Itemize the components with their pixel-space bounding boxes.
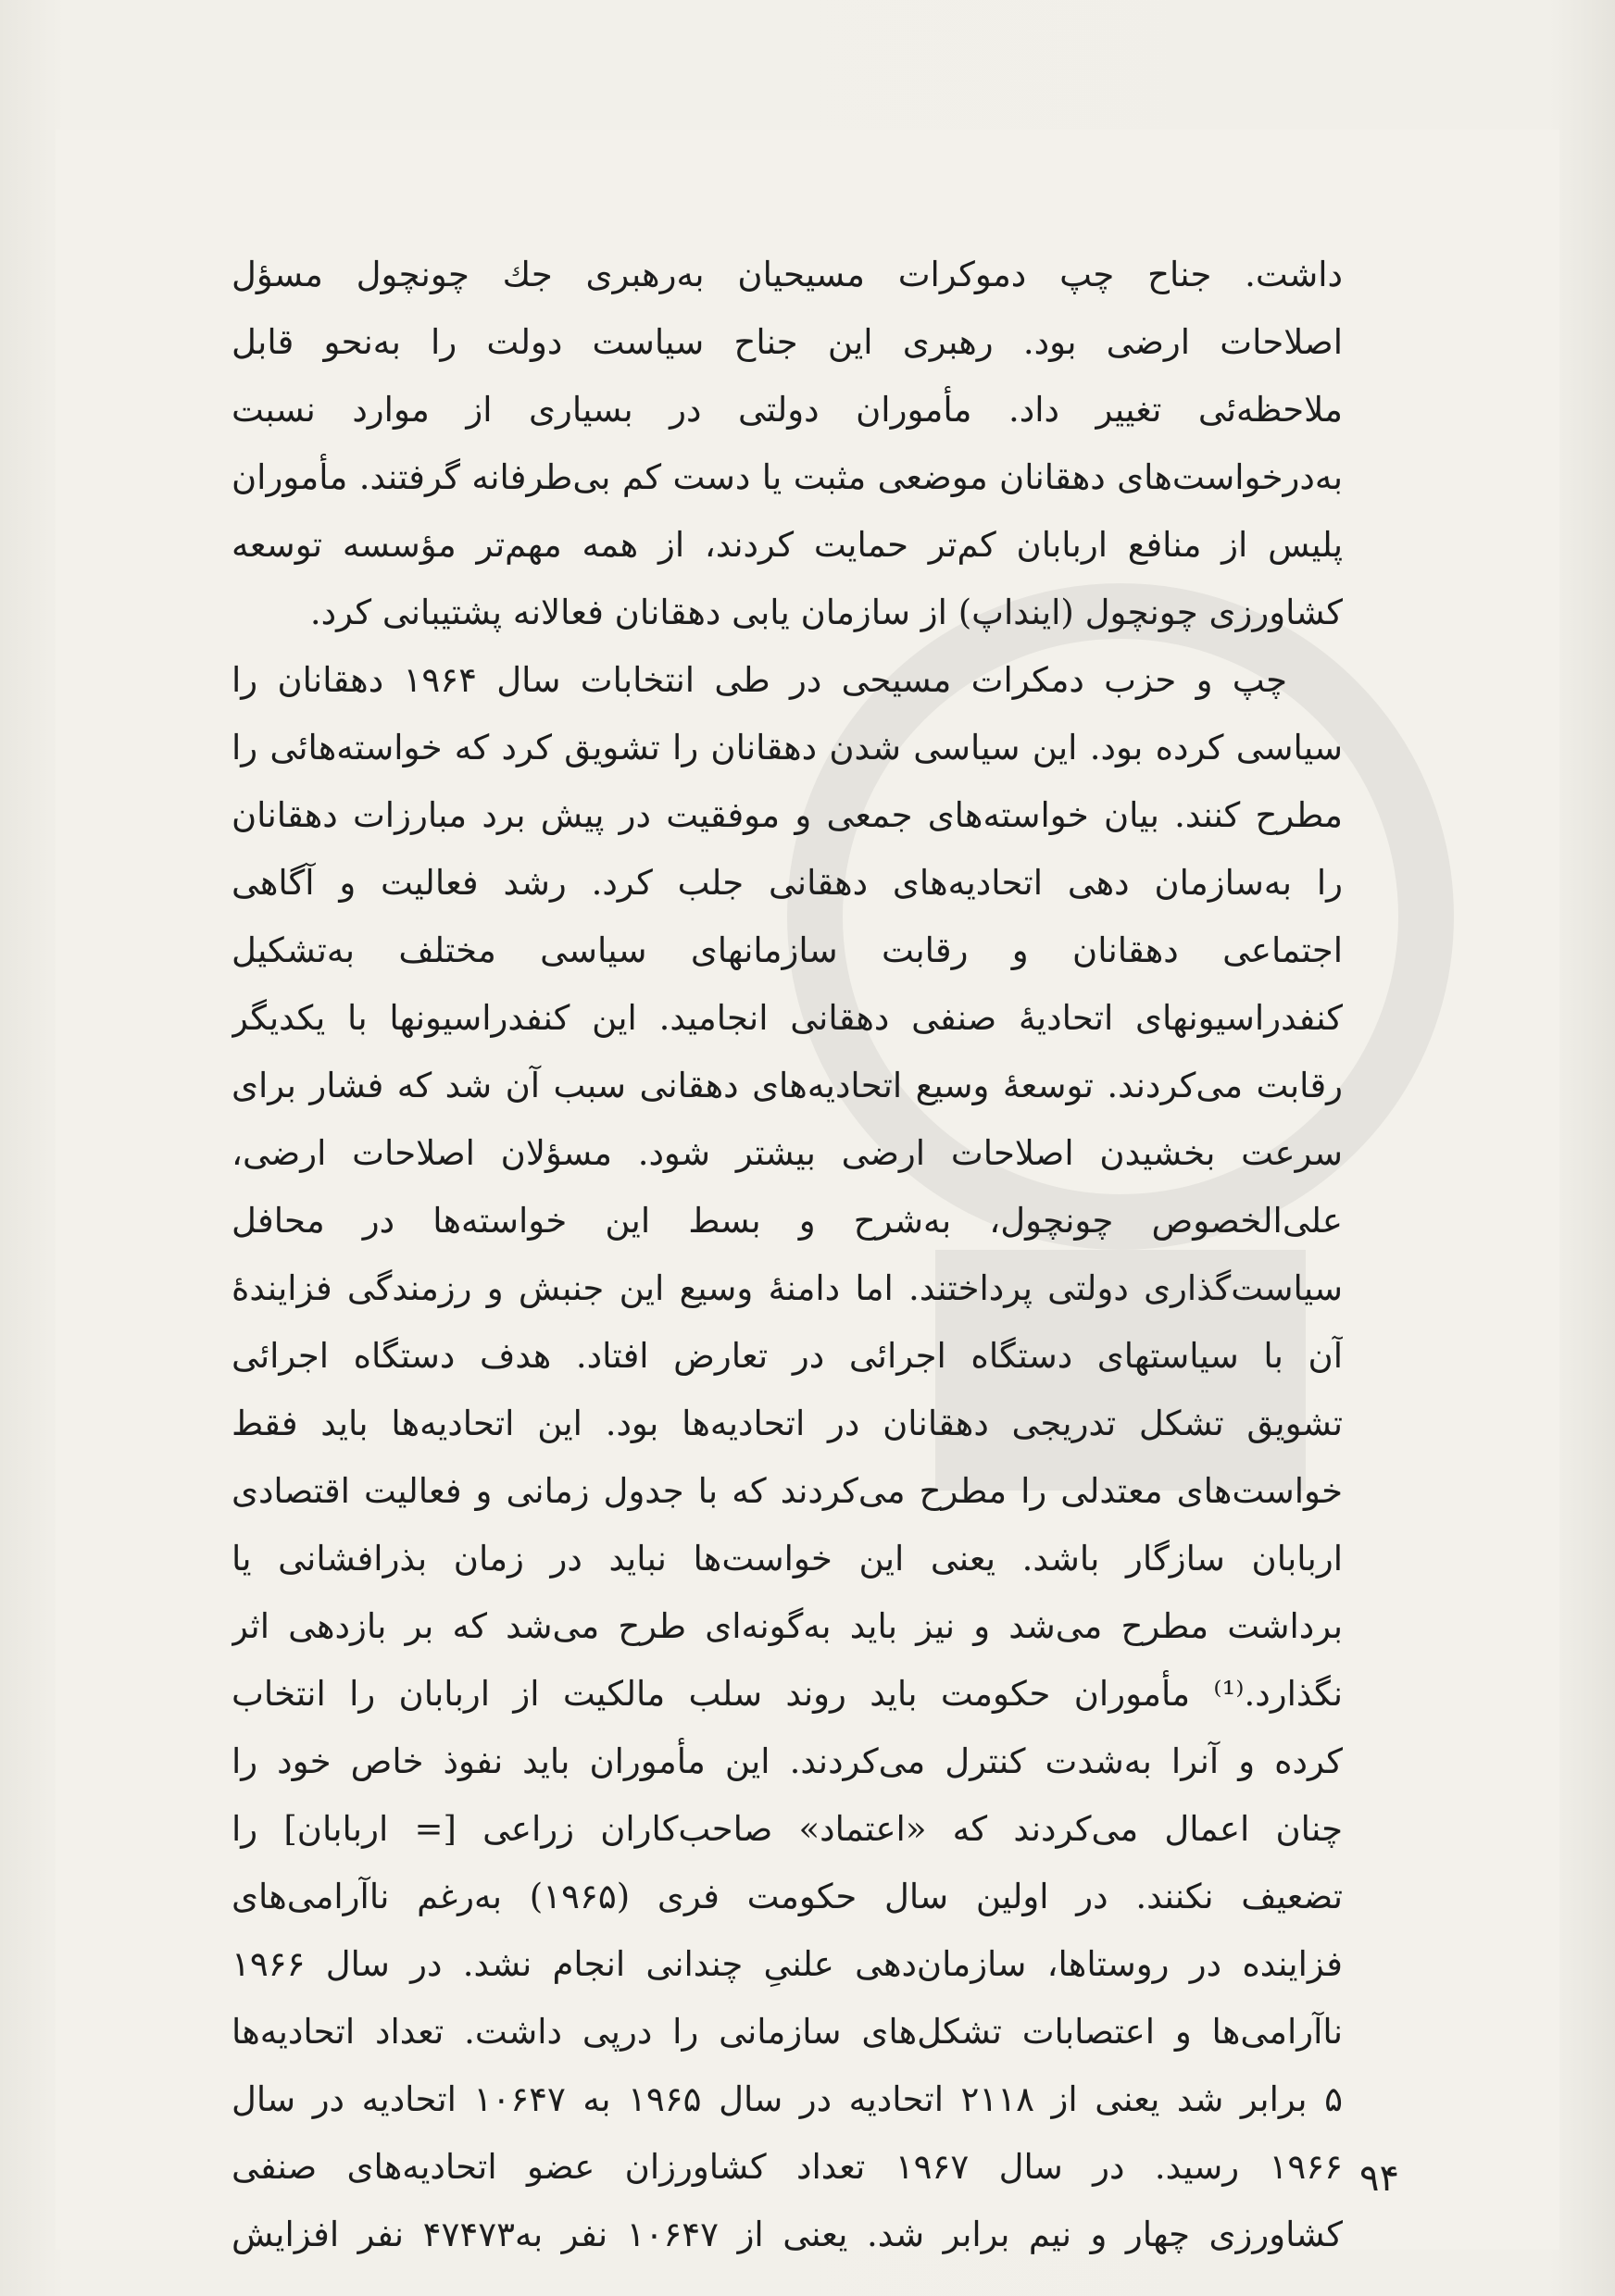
- text-line: فزاینده در روستاها، سازمان‌دهی علنیِ چندانی انجام نشد. در سال ۱۹۶۶: [232, 1944, 1343, 1984]
- page-number: ۹۴: [1359, 2157, 1399, 2200]
- text-line: نگذارد.⁽¹⁾ مأموران حکومت باید روند سلب مالکیت از اربابان را انتخاب: [232, 1674, 1343, 1714]
- text-line: سرعت بخشیدن اصلاحات ارضی بیشتر شود. مسؤلان اصلاحات ارضی،: [232, 1133, 1343, 1173]
- text-line: ۵ برابر شد یعنی از ۲۱۱۸ اتحادیه در سال ۱۹۶۵ به ۱۰۶۴۷ اتحادیه در سال: [232, 2079, 1343, 2119]
- text-line: را به‌سازمان دهی اتحادیه‌های دهقانی جلب کرد. رشد فعالیت و آگاهی: [232, 863, 1343, 903]
- text-line: داشت. جناح چپ دموکرات مسیحیان به‌رهبری جك چونچول مسؤل: [232, 255, 1343, 294]
- text-line: اربابان سازگار باشد. یعنی این خواست‌ها نباید در زمان بذرافشانی یا: [232, 1539, 1343, 1578]
- text-line: کرده و آنرا به‌شدت کنترل می‌کردند. این مأموران باید نفوذ خاص خود را: [232, 1741, 1343, 1781]
- text-line: ۱۹۶۶ رسید. در سال ۱۹۶۷ تعداد کشاورزان عضو اتحادیه‌های صنفی: [232, 2147, 1343, 2187]
- text-line: چنان اعمال می‌کردند که «اعتماد» صاحب‌کاران زراعی [= اربابان] را: [232, 1809, 1343, 1849]
- text-line: سیاسی کرده بود. این سیاسی شدن دهقانان را تشویق کرد که خواسته‌هائی را: [232, 728, 1343, 767]
- text-line: کنفدراسیونهای اتحادیهٔ صنفی دهقانی انجامید. این کنفدراسیونها با یکدیگر: [232, 998, 1343, 1038]
- text-line: به‌درخواست‌های دهقانان موضعی مثبت یا دست کم بی‌طرفانه گرفتند. مأموران: [232, 457, 1343, 497]
- text-line: اجتماعی دهقانان و رقابت سازمانهای سیاسی مختلف به‌تشکیل: [232, 930, 1343, 970]
- text-line: اصلاحات ارضی بود. رهبری این جناح سیاست دولت را به‌نحو قابل: [232, 322, 1343, 362]
- text-line: ملاحظه‌ئی تغییر داد. مأموران دولتی در بسیاری از موارد نسبت: [232, 390, 1343, 430]
- text-line: آن با سیاستهای دستگاه اجرائی در تعارض افتاد. هدف دستگاه اجرائی: [232, 1336, 1343, 1376]
- text-line: مطرح کنند. بیان خواسته‌های جمعی و موفقیت در پیش برد مبارزات دهقانان: [232, 795, 1343, 835]
- text-line: کشاورزی چونچول (ایندا‌پ) از سازمان یابی دهقانان فعالانه پشتیبانی کرد.: [309, 593, 1343, 632]
- text-line: رقابت می‌کردند. توسعهٔ وسیع اتحادیه‌های دهقانی سبب آن شد که فشار برای: [232, 1066, 1343, 1105]
- text-line: سیاست‌گذاری دولتی پرداختند. اما دامنهٔ وسیع این جنبش و رزمندگی فزایندهٔ: [232, 1268, 1343, 1308]
- text-line: چپ و حزب دمکرات مسیحی در طی انتخابات سال ۱۹۶۴ دهقانان را: [232, 660, 1287, 700]
- text-line: تشویق تشکل تدریجی دهقانان در اتحادیه‌ها بود. این اتحادیه‌ها باید فقط: [232, 1404, 1343, 1443]
- text-line: علی‌الخصوص چونچول، به‌شرح و بسط این خواسته‌ها در محافل: [232, 1201, 1343, 1241]
- text-line: پلیس از منافع اربابان کم‌تر حمایت کردند، از همه مهم‌تر مؤسسه توسعه: [232, 525, 1343, 565]
- text-line: ناآرامی‌ها و اعتصابات تشکل‌های سازمانی را درپی داشت. تعداد اتحادیه‌ها: [232, 2012, 1343, 2052]
- text-line: خواست‌های معتدلی را مطرح می‌کردند که با جدول زمانی و فعالیت اقتصادی: [232, 1471, 1343, 1511]
- body-text: [232, 241, 1343, 2268]
- text-line: کشاورزی چهار و نیم برابر شد. یعنی از ۱۰۶۴۷ نفر به۴۷۴۷۳ نفر افزایش: [232, 2215, 1343, 2254]
- text-line: برداشت مطرح می‌شد و نیز باید به‌گونه‌ای طرح می‌شد که بر بازدهی اثر: [232, 1606, 1343, 1646]
- text-line: تضعیف نکنند. در اولین سال حکومت فری (۱۹۶۵) به‌رغم ناآرامی‌های: [232, 1877, 1343, 1916]
